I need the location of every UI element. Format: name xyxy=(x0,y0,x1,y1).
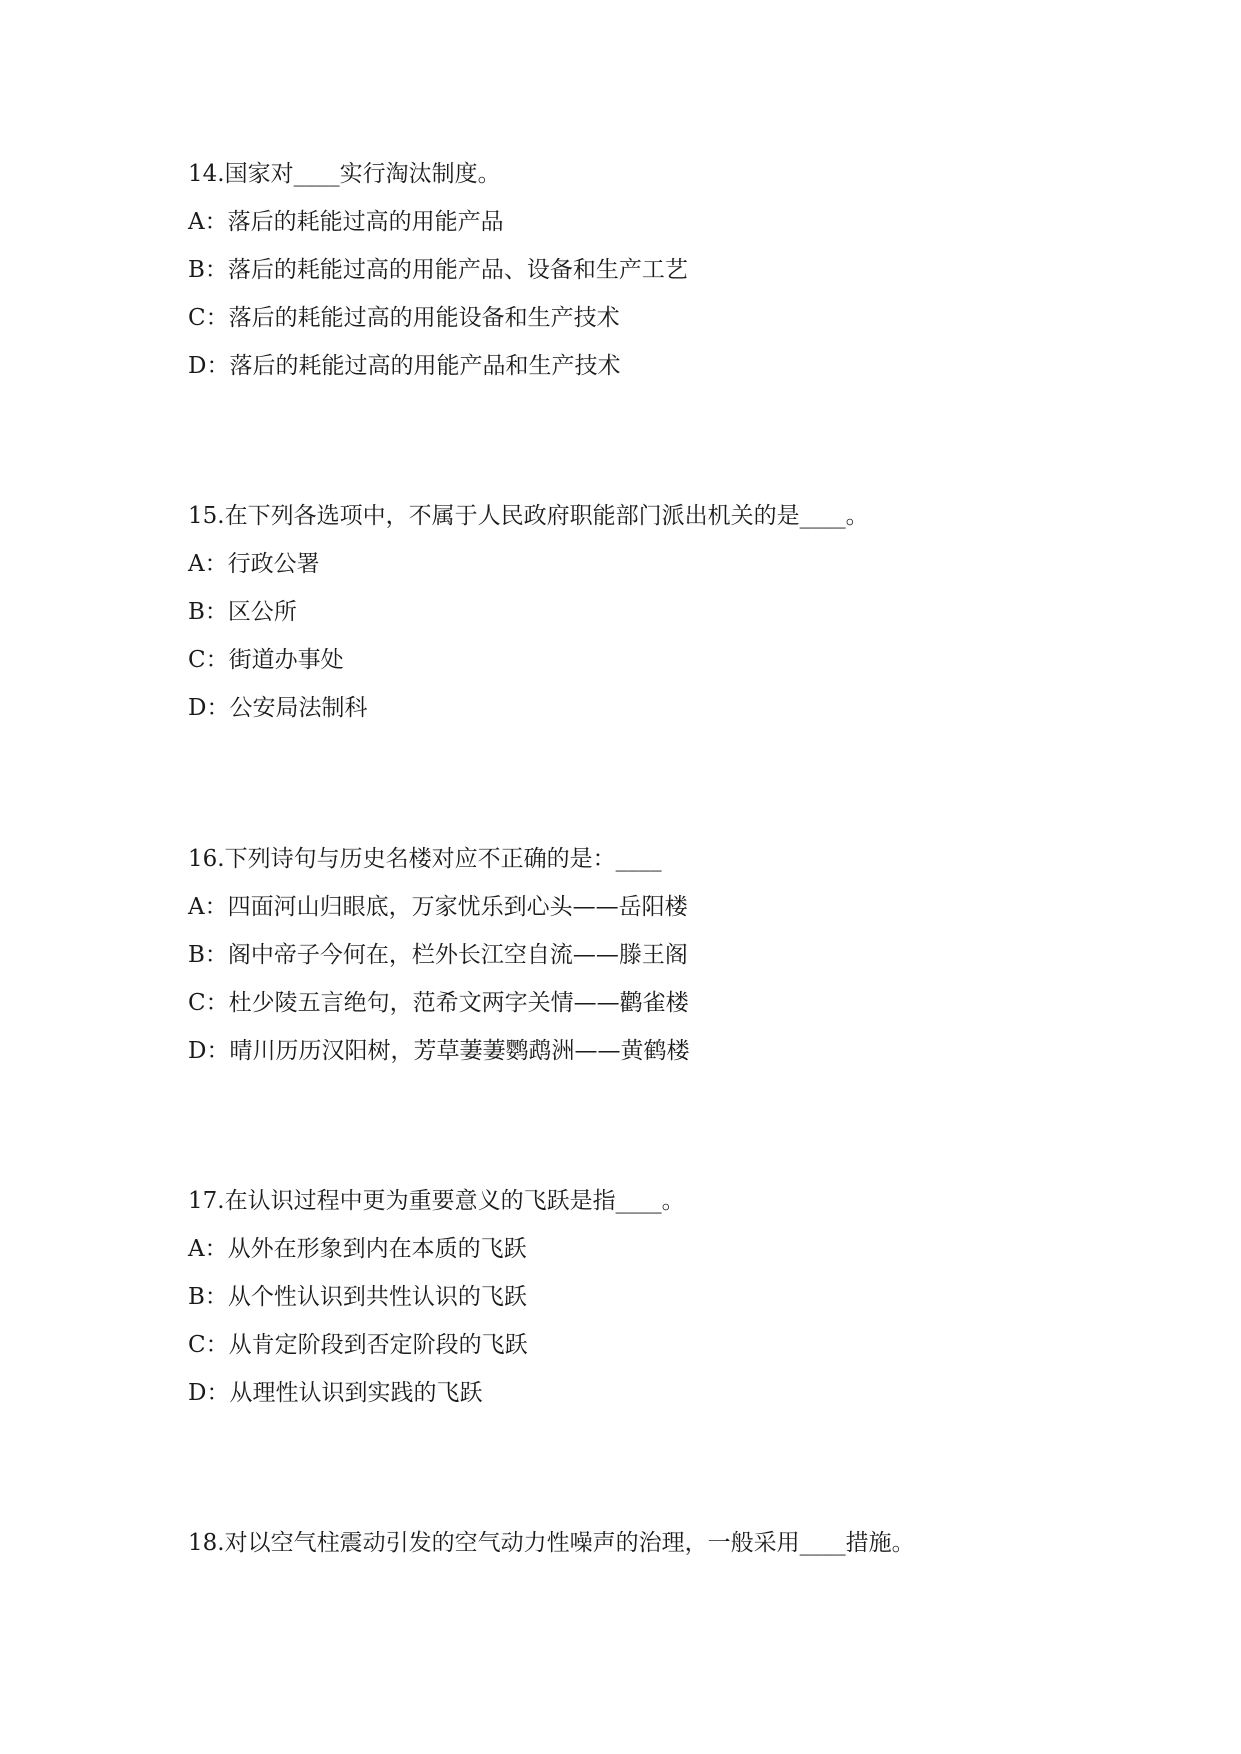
option-b: B：从个性认识到共性认识的飞跃 xyxy=(188,1284,527,1310)
question-stem: 17.在认识过程中更为重要意义的飞跃是指____。 xyxy=(188,1188,685,1214)
option-c: C：杜少陵五言绝句，范希文两字关情——鹳雀楼 xyxy=(188,990,689,1016)
option-b: B：阁中帝子今何在，栏外长江空自流——滕王阁 xyxy=(188,942,688,968)
option-c: C：从肯定阶段到否定阶段的飞跃 xyxy=(188,1332,528,1358)
question-18 xyxy=(188,1529,1088,1577)
question-stem: 14.国家对____实行淘汰制度。 xyxy=(188,161,501,187)
question-16 xyxy=(188,845,1088,1065)
option-c: C：街道办事处 xyxy=(188,647,344,673)
option-d: D：从理性认识到实践的飞跃 xyxy=(188,1380,483,1406)
option-a: A：从外在形象到内在本质的飞跃 xyxy=(188,1236,527,1262)
question-15 xyxy=(188,502,1088,722)
question-stem: 18.对以空气柱震动引发的空气动力性噪声的治理，一般采用____措施。 xyxy=(188,1530,915,1556)
question-17 xyxy=(188,1187,1088,1407)
option-b: B：区公所 xyxy=(188,599,297,625)
question-stem: 16.下列诗句与历史名楼对应不正确的是：____ xyxy=(188,846,662,872)
option-c: C：落后的耗能过高的用能设备和生产技术 xyxy=(188,305,620,331)
option-d: D：晴川历历汉阳树，芳草萋萋鹦鹉洲——黄鹤楼 xyxy=(188,1038,690,1064)
question-14 xyxy=(188,160,1088,380)
option-a: A：四面河山归眼底，万家忧乐到心头——岳阳楼 xyxy=(188,894,688,920)
option-d: D：公安局法制科 xyxy=(188,695,368,721)
option-a: A：落后的耗能过高的用能产品 xyxy=(188,209,504,235)
option-a: A：行政公署 xyxy=(188,551,320,577)
option-b: B：落后的耗能过高的用能产品、设备和生产工艺 xyxy=(188,257,688,283)
option-d: D：落后的耗能过高的用能产品和生产技术 xyxy=(188,353,621,379)
question-stem: 15.在下列各选项中，不属于人民政府职能部门派出机关的是____。 xyxy=(188,503,869,529)
